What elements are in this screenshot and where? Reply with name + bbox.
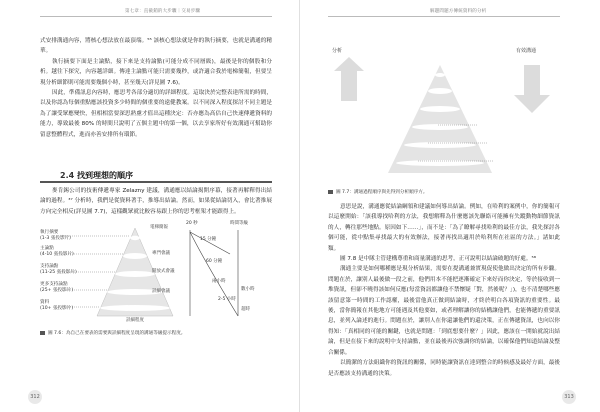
analysis-diagram	[328, 55, 560, 180]
figure-caption	[40, 330, 185, 336]
pyramid-label: 資料 (10+ 張投影片)	[40, 300, 74, 311]
duration-label: 60 分鐘	[206, 259, 223, 264]
header-rule	[328, 16, 560, 17]
axis-label: 詳細程度	[126, 318, 144, 323]
paragraph: 式安排溝通內容，將核心想法放在最頂端。⁵⁵ 該核心想法就是你的執行摘要，也就是溝通的精華。	[40, 38, 272, 55]
section-number: 2.4	[60, 171, 75, 180]
paragraph: 圖 7.8 是中隊主管建構尊重和商量溝通的思考，正可說明以結論破題的好處。⁵⁸	[340, 256, 536, 263]
section-heading	[60, 170, 133, 181]
page-number: 312	[28, 390, 42, 404]
pyramid-label: 執行摘要 (1-3 張投影片)	[40, 230, 71, 241]
paragraph: 溝通主要是如何哪種應是現分析結果，需要在提溝通兼實現促使他做出決定的所有步驟。問題在於，讓別人最後做一段之前，他們用本不能把逐漸確定下來好而你決定，等於接收到一堆資訊，但卻不曉得該如何反應(每當資訊都讓他不禁懷疑「對，然後呢？」)，也不清楚哪些應該留意第一時間的工作認權，最後當他真正做到結論時，才終於明白各項資訊的重要性。最後，當你簡報在其他地方可能遇及其他要如，或者理解讓你的結構讓他們，也能傳遞的重要訊息，並列入論述的進行。問題在於，讓別人在你還讓他們的還決策，正在傳遞資訊，也向以你得知：「真相同的可能的關鍵，也就是問題：「到底想要什麼？」因此，應該在一開始就說出結論，但是在接下來的說明中支持論點，並在最後再次強調你的結論，以確保他們知道結論及整合關係。	[328, 266, 560, 356]
arrow-label-analysis: 分析	[332, 48, 343, 54]
caption-marker	[40, 331, 45, 335]
figure-7-7	[328, 48, 560, 180]
running-header: 第七章：直截銷的大步驟｜交易步驟	[125, 9, 201, 14]
body-text	[328, 202, 560, 382]
section-body	[40, 186, 272, 217]
duration-label: 兩小時	[212, 279, 226, 284]
section-title: 找到理想的順序	[76, 171, 133, 180]
caption-marker	[328, 190, 333, 194]
pyramid-label: 支持論點 (11-25 張投影片)	[40, 264, 77, 275]
side-label: 超時	[241, 307, 250, 312]
right-page	[300, 0, 600, 412]
page-number: 313	[562, 390, 576, 404]
time-label: 20 秒	[186, 221, 198, 226]
arrow-label-communication: 有效溝通	[516, 48, 537, 54]
paragraph: 意思是說，溝通應從結論綱領和建議如何導出結論。例如，在哈利的案例中，你的簡報可以這麼開始：「該我導找哈利的方法，我想解釋為什麼應該先聯絡可能擁有失蹤動物細節資訊的人，轉往那些地點。原因如下……」，而不是：「為了瞭解尋找哈利的最佳方法，我先探討各個可能，從中點集尋找最大的有效辦法，接著再找出適用於哈利所在社區的方法。」諸如此類。	[328, 204, 560, 252]
duration-label: 15 分鐘	[200, 237, 217, 242]
figure-caption	[328, 189, 427, 195]
body-text	[40, 36, 272, 140]
chart-label: 開放式會議	[152, 269, 175, 274]
paragraph: 因此，準備訊息內容時，應思考各部分適切的詳細程度。這取決於完整表達所需的時間，以及你認為每個重點應該投資多少時間的個重要的遠健教案。以不同深入程度探討不同主題是為了讓受眾應變快，但相相當要深思熟慮才值出這種決定：否亦應為高估自己快速傳遞資料的能力，導致最後 80% 的時間只說明了五個主題中的第一個，以去享家所好有效溝通可幫助你留意整體程式，進而亦善安排所有環節。	[40, 90, 272, 138]
caption-text: 圖 7.7：溝通過程順序與先得到分析順序方。	[336, 190, 428, 195]
side-label: 數小時	[241, 287, 255, 292]
time-scale-label: 時間等級	[230, 221, 248, 226]
paragraph: 執行摘要下面是主論點，接下來是支持論點(可能分成不同層級)，最後是你的個股和分析。越往下探究，內容越詳細。傳達主論點可能只需要幾秒，或許適合我於電梯簡報，但要呈現分析細節則可能需要幾個小時，甚至幾天(詳見圖 7.6)。	[40, 58, 272, 86]
section-rule	[40, 181, 272, 183]
pyramid-label: 更多支持論點 (25+ 張投影片)	[40, 282, 74, 293]
header-rule	[40, 16, 272, 17]
caption-text: 圖 7.6：為自己在要表的需要與詳細程度呈現的溝通等級提示程度。	[48, 331, 186, 336]
paragraph: 以簡潔的方法組織你的資訊的關係，同時能讓資訊在達到整合的時候感及最好方面，最後是否應該支持溝通的決策。	[328, 360, 560, 377]
paragraph: 麥肯錫公司的技術傳遞專家 Zelazny 建議，溝通應以結論揭開序幕，接著再解釋得出結論的過程。³⁷ 分析時，我們是從資料著手，推導出結論。然而，如果從結論切入，會比著推展方向完全相反(詳見圖 7.7)，這樣觀眾就比較容易跟上你的思考框架才能跟得上。	[40, 188, 272, 215]
running-header: 解題問題方傳統資料的分析	[430, 9, 487, 14]
pyramid-label: 主論點 (4-10 張投影片)	[40, 246, 74, 257]
chart-label: 專門會議	[152, 251, 170, 256]
chart-label: 詳細會議	[152, 289, 170, 294]
chart-label: 電梯簡報	[150, 225, 168, 230]
duration-label: 2-5 小時	[218, 297, 236, 302]
figure-7-6	[40, 222, 272, 322]
